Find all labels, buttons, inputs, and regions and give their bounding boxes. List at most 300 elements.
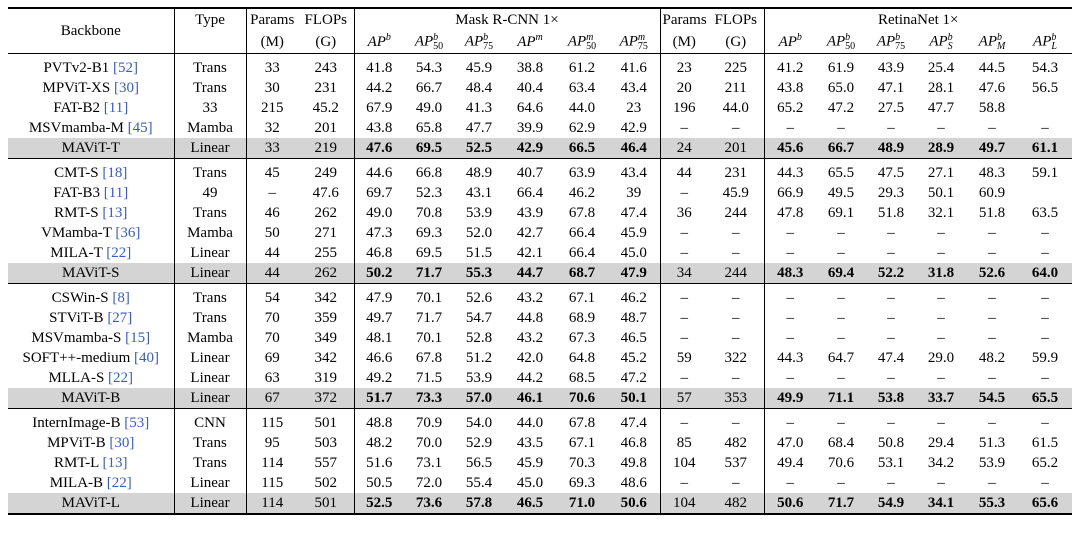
value-cell: 47.3 — [366, 225, 393, 241]
value-cell: 201 — [708, 138, 764, 159]
value-cell: 52.0 — [465, 225, 493, 241]
type-cell: Trans — [174, 78, 246, 98]
value-cell: – — [660, 409, 708, 434]
type-cell: Trans — [174, 453, 246, 473]
value-cell: 25.4 — [927, 60, 955, 76]
citation-link[interactable]: [52] — [113, 60, 139, 76]
value-cell: 53.9 — [978, 455, 1006, 471]
results-table — [8, 7, 1072, 515]
citation-link[interactable]: [30] — [109, 435, 135, 451]
value-cell: – — [786, 475, 794, 491]
value-cell: 36 — [676, 205, 692, 221]
citation-link[interactable]: [53] — [124, 415, 150, 431]
value-cell: 48.7 — [608, 308, 660, 328]
value-cell: 68.5 — [568, 370, 596, 386]
backbone-name — [8, 98, 174, 118]
type-cell: Linear — [174, 493, 246, 514]
table-row — [8, 183, 1072, 203]
value-cell: – — [764, 409, 816, 434]
value-cell: 29.3 — [877, 185, 905, 201]
value-cell: 61.2 — [568, 60, 596, 76]
backbone-name — [8, 284, 174, 309]
table-row — [8, 473, 1072, 493]
value-cell: 64.7 — [827, 350, 855, 366]
value-cell: 50.6 — [608, 493, 660, 514]
value-cell: – — [708, 243, 764, 263]
value-cell: 43.2 — [504, 284, 556, 309]
value-cell: 29.4 — [927, 435, 955, 451]
value-cell: 73.6 — [404, 493, 454, 514]
value-cell: 27.1 — [916, 159, 966, 184]
value-cell: 47.7 — [927, 100, 955, 116]
value-cell: 503 — [298, 433, 354, 453]
value-cell: 56.5 — [465, 455, 493, 471]
value-cell: – — [937, 475, 945, 491]
value-cell: 44.8 — [516, 310, 544, 326]
value-cell: 68.4 — [827, 435, 855, 451]
header-mask-rcnn: Mask R-CNN 1× — [354, 8, 660, 31]
value-cell: 41.8 — [366, 60, 393, 76]
value-cell: – — [708, 223, 764, 243]
value-cell: – — [708, 409, 764, 434]
value-cell: 66.9 — [777, 185, 804, 201]
value-cell: 47.0 — [777, 435, 804, 451]
value-cell: 48.2 — [978, 350, 1006, 366]
citation-link[interactable]: [27] — [107, 310, 133, 326]
header-ap-box-50: APb 50 — [404, 31, 454, 54]
type-cell: Linear — [174, 388, 246, 409]
value-cell: – — [680, 185, 688, 201]
value-cell: 47.6 — [354, 138, 404, 159]
value-cell: 44.7 — [504, 263, 556, 284]
value-cell: 67.1 — [568, 435, 596, 451]
citation-link[interactable]: [30] — [113, 80, 139, 96]
value-cell: 45.6 — [764, 138, 816, 159]
citation-link[interactable]: [13] — [102, 455, 128, 471]
type-cell: 49 — [174, 183, 246, 203]
backbone-label: CSWin-S — [51, 290, 109, 306]
value-cell: 44.3 — [764, 159, 816, 184]
value-cell: 43.9 — [516, 205, 544, 221]
value-cell: 51.2 — [465, 350, 493, 366]
value-cell: – — [837, 370, 845, 386]
backbone-name — [8, 78, 174, 98]
table-row — [8, 368, 1072, 388]
type-cell: Trans — [174, 159, 246, 184]
value-cell: 59.9 — [1031, 350, 1059, 366]
value-cell: – — [1041, 120, 1049, 136]
type-cell: Linear — [174, 368, 246, 388]
value-cell: 46.2 — [608, 284, 660, 309]
value-cell: – — [887, 310, 895, 326]
citation-link[interactable]: [36] — [115, 225, 141, 241]
backbone-label: SOFT++-medium — [22, 350, 131, 366]
header-backbone: Backbone — [8, 8, 174, 54]
value-cell: – — [680, 310, 688, 326]
value-cell: – — [680, 120, 688, 136]
value-cell: 48.3 — [764, 263, 816, 284]
value-cell: 359 — [298, 308, 354, 328]
value-cell: 65.0 — [827, 80, 855, 96]
value-cell: 50.5 — [366, 475, 393, 491]
value-cell: 73.1 — [415, 455, 443, 471]
backbone-label: MILA-T — [50, 245, 103, 261]
value-cell: 53.1 — [877, 455, 905, 471]
value-cell: 65.5 — [816, 159, 866, 184]
value-cell: 196 — [673, 100, 696, 116]
value-cell: 211 — [708, 78, 764, 98]
value-cell: 70 — [264, 330, 280, 346]
value-cell: 49.2 — [366, 370, 393, 386]
value-cell: – — [680, 245, 688, 261]
value-cell: 41.3 — [465, 100, 493, 116]
type-cell: Trans — [174, 203, 246, 223]
value-cell: 66.4 — [516, 185, 544, 201]
type-cell: Mamba — [174, 328, 246, 348]
backbone-name — [8, 203, 174, 223]
value-cell: 44 — [264, 245, 280, 261]
backbone-label: MLLA-S — [48, 370, 105, 386]
value-cell: 48.3 — [966, 159, 1018, 184]
value-cell: 50.6 — [764, 493, 816, 514]
value-cell: 501 — [298, 493, 354, 514]
value-cell: 48.4 — [465, 80, 493, 96]
table-row — [8, 223, 1072, 243]
backbone-label: FAT-B3 — [53, 185, 100, 201]
value-cell: 45.9 — [465, 60, 493, 76]
type-cell: CNN — [174, 409, 246, 434]
value-cell: 67.3 — [568, 330, 596, 346]
value-cell: – — [816, 409, 866, 434]
value-cell: 47.4 — [877, 350, 905, 366]
value-cell: – — [1041, 330, 1049, 346]
value-cell: – — [837, 475, 845, 491]
value-cell: 262 — [298, 263, 354, 284]
value-cell: 59.1 — [1018, 159, 1072, 184]
backbone-name — [8, 409, 174, 434]
value-cell: 262 — [298, 203, 354, 223]
backbone-name — [8, 223, 174, 243]
header-type-empty — [174, 31, 246, 54]
value-cell: 65.8 — [415, 120, 443, 136]
value-cell: 52.5 — [354, 493, 404, 514]
value-cell: – — [988, 245, 996, 261]
backbone-label: MAViT-T — [61, 140, 120, 156]
table-row — [8, 348, 1072, 368]
value-cell: 67.8 — [415, 350, 443, 366]
table-row — [8, 453, 1072, 473]
header-ap-mask: $AP^m$ — [504, 31, 556, 54]
value-cell: – — [887, 370, 895, 386]
value-cell: – — [887, 225, 895, 241]
value-cell: – — [708, 284, 764, 309]
value-cell: – — [988, 330, 996, 346]
backbone-name — [8, 493, 174, 514]
table-row — [8, 138, 1072, 159]
value-cell: 45.0 — [608, 243, 660, 263]
citation-link[interactable]: [45] — [127, 120, 153, 136]
citation-link[interactable]: [22] — [108, 370, 134, 386]
type-cell: Linear — [174, 138, 246, 159]
value-cell: 353 — [708, 388, 764, 409]
value-cell: 44.2 — [366, 80, 393, 96]
value-cell: 47.2 — [608, 368, 660, 388]
value-cell: 47.4 — [608, 409, 660, 434]
citation-link[interactable]: [15] — [125, 330, 151, 346]
value-cell: – — [988, 370, 996, 386]
value-cell: 52.2 — [866, 263, 916, 284]
value-cell: – — [887, 245, 895, 261]
value-cell: 47.1 — [877, 80, 905, 96]
backbone-label: MILA-B — [49, 475, 104, 491]
value-cell: 271 — [298, 223, 354, 243]
value-cell: 67 — [246, 388, 298, 409]
backbone-name — [8, 159, 174, 184]
value-cell: – — [988, 475, 996, 491]
value-cell: 20 — [676, 80, 692, 96]
value-cell: 34.2 — [927, 455, 955, 471]
value-cell: 47.9 — [354, 284, 404, 309]
value-cell: 48.9 — [866, 138, 916, 159]
value-cell: 40.4 — [516, 80, 544, 96]
header-flops-unit-retina: (G) — [708, 31, 764, 54]
value-cell: 39 — [608, 183, 660, 203]
value-cell: – — [786, 370, 794, 386]
header-row-1 — [8, 8, 1072, 31]
backbone-label: RMT-S — [54, 205, 99, 221]
citation-link[interactable]: [22] — [106, 475, 132, 491]
value-cell: 49.9 — [764, 388, 816, 409]
value-cell: – — [887, 330, 895, 346]
value-cell: 32.1 — [927, 205, 955, 221]
value-cell: 53.9 — [465, 370, 493, 386]
backbone-name — [8, 263, 174, 284]
value-cell: 66.4 — [568, 225, 596, 241]
value-cell: 115 — [246, 409, 298, 434]
value-cell: 30 — [264, 80, 280, 96]
value-cell: 69.3 — [568, 475, 596, 491]
citation-link[interactable]: [11] — [103, 100, 129, 116]
value-cell: – — [1041, 245, 1049, 261]
header-retina-ap-box-s: APb S — [916, 31, 966, 54]
value-cell: 46.5 — [608, 328, 660, 348]
value-cell: – — [937, 225, 945, 241]
value-cell: 114 — [246, 493, 298, 514]
value-cell: 215 — [261, 100, 284, 116]
value-cell: 201 — [298, 118, 354, 138]
value-cell: 70.6 — [556, 388, 608, 409]
citation-link[interactable]: [13] — [102, 205, 128, 221]
value-cell: – — [837, 225, 845, 241]
value-cell: – — [708, 308, 764, 328]
type-cell: Mamba — [174, 223, 246, 243]
value-cell: 342 — [298, 348, 354, 368]
results-body — [8, 54, 1072, 515]
value-cell: 59 — [676, 350, 692, 366]
value-cell: 255 — [298, 243, 354, 263]
value-cell: 372 — [298, 388, 354, 409]
header-params: Params — [246, 8, 298, 31]
value-cell: – — [1041, 310, 1049, 326]
header-retina-ap-box-m: APb M — [966, 31, 1018, 54]
header-retina-ap-box-l: APb L — [1018, 31, 1072, 54]
value-cell: 63.9 — [556, 159, 608, 184]
value-cell: 114 — [261, 455, 284, 471]
backbone-label: MAViT-L — [61, 495, 120, 511]
value-cell: 51.5 — [465, 245, 493, 261]
value-cell: 69.7 — [366, 185, 393, 201]
table-row — [8, 203, 1072, 223]
value-cell: 44 — [246, 263, 298, 284]
type-cell: Linear — [174, 348, 246, 368]
value-cell: 244 — [708, 203, 764, 223]
value-cell: 50.8 — [877, 435, 905, 451]
value-cell: 319 — [298, 368, 354, 388]
value-cell: 39.9 — [516, 120, 544, 136]
table-row — [8, 328, 1072, 348]
table-row — [8, 78, 1072, 98]
value-cell: 54.3 — [415, 60, 443, 76]
header-retina-ap-box: $AP^b$ — [764, 31, 816, 54]
value-cell: – — [1018, 284, 1072, 309]
value-cell: 34.1 — [916, 493, 966, 514]
value-cell: 85 — [676, 435, 692, 451]
table-row — [8, 284, 1072, 309]
citation-link[interactable]: [18] — [102, 165, 128, 181]
value-cell: 47.6 — [978, 80, 1006, 96]
value-cell: 48.8 — [354, 409, 404, 434]
type-cell: Linear — [174, 243, 246, 263]
value-cell: 67.9 — [366, 100, 393, 116]
value-cell: 66.8 — [404, 159, 454, 184]
table-row — [8, 263, 1072, 284]
value-cell: – — [786, 225, 794, 241]
value-cell: 69.5 — [404, 138, 454, 159]
header-ap-mask-50: APm 50 — [556, 31, 608, 54]
value-cell: 55.4 — [465, 475, 493, 491]
value-cell: 49.0 — [415, 100, 443, 116]
value-cell: 46.5 — [504, 493, 556, 514]
value-cell: 40.7 — [504, 159, 556, 184]
value-cell: 225 — [708, 54, 764, 79]
value-cell: 47.4 — [608, 203, 660, 223]
value-cell: 65.2 — [777, 100, 804, 116]
value-cell: 42.7 — [516, 225, 544, 241]
value-cell: – — [1041, 225, 1049, 241]
value-cell: – — [916, 409, 966, 434]
value-cell: 66.4 — [568, 245, 596, 261]
value-cell: 44.0 — [568, 100, 596, 116]
value-cell: – — [268, 185, 276, 201]
backbone-label: RMT-L — [54, 455, 99, 471]
value-cell: 50 — [264, 225, 280, 241]
backbone-name — [8, 138, 174, 159]
value-cell: 45.9 — [516, 455, 544, 471]
value-cell: 69.1 — [827, 205, 855, 221]
value-cell: – — [837, 310, 845, 326]
value-cell: 70.1 — [415, 330, 443, 346]
value-cell: 71.0 — [556, 493, 608, 514]
value-cell: – — [966, 284, 1018, 309]
value-cell: 67.1 — [556, 284, 608, 309]
value-cell: 48.9 — [454, 159, 504, 184]
value-cell: – — [816, 284, 866, 309]
value-cell: 65.5 — [1018, 388, 1072, 409]
value-cell: – — [708, 328, 764, 348]
backbone-label: MSVmamba-M — [28, 120, 124, 136]
value-cell: 38.8 — [516, 60, 544, 76]
value-cell — [1018, 183, 1072, 203]
value-cell: 342 — [298, 284, 354, 309]
value-cell: 52.6 — [966, 263, 1018, 284]
value-cell: 53.8 — [866, 388, 916, 409]
value-cell: 57.0 — [454, 388, 504, 409]
value-cell: 32 — [264, 120, 280, 136]
backbone-label: STViT-B — [49, 310, 104, 326]
value-cell: – — [937, 330, 945, 346]
value-cell: 49.5 — [827, 185, 855, 201]
value-cell: 44.0 — [708, 98, 764, 118]
value-cell: – — [1018, 409, 1072, 434]
table-row — [8, 409, 1072, 434]
value-cell: – — [708, 368, 764, 388]
value-cell: – — [680, 225, 688, 241]
value-cell: – — [937, 310, 945, 326]
value-cell: 73.3 — [404, 388, 454, 409]
value-cell: 47.8 — [777, 205, 804, 221]
header-flops-retina: FLOPs — [708, 8, 764, 31]
value-cell: 104 — [660, 493, 708, 514]
value-cell: 71.5 — [415, 370, 443, 386]
type-cell: Trans — [174, 433, 246, 453]
value-cell: 51.8 — [978, 205, 1006, 221]
value-cell: 48.6 — [608, 473, 660, 493]
backbone-label: VMamba-T — [41, 225, 112, 241]
value-cell: 71.1 — [816, 388, 866, 409]
value-cell: 115 — [261, 475, 284, 491]
value-cell: 66.5 — [556, 138, 608, 159]
citation-link[interactable]: [40] — [134, 350, 159, 366]
value-cell: 47.9 — [608, 263, 660, 284]
value-cell: 64.8 — [568, 350, 596, 366]
value-cell: 50.2 — [354, 263, 404, 284]
header-params-unit-retina: (M) — [660, 31, 708, 54]
value-cell: 64.6 — [516, 100, 544, 116]
value-cell: 62.9 — [568, 120, 596, 136]
value-cell: – — [866, 409, 916, 434]
value-cell: 61.1 — [1018, 138, 1072, 159]
citation-link[interactable]: [8] — [112, 290, 130, 306]
value-cell: 44 — [660, 159, 708, 184]
backbone-label: PVTv2-B1 — [43, 60, 110, 76]
type-cell: Trans — [174, 284, 246, 309]
value-cell: 44.5 — [978, 60, 1006, 76]
value-cell: – — [786, 245, 794, 261]
value-cell: 249 — [298, 159, 354, 184]
value-cell: 63.4 — [568, 80, 596, 96]
citation-link[interactable]: [22] — [106, 245, 132, 261]
value-cell: 65.6 — [1018, 493, 1072, 514]
value-cell: 482 — [708, 493, 764, 514]
value-cell: 46.6 — [366, 350, 393, 366]
backbone-name — [8, 453, 174, 473]
value-cell: 47.5 — [866, 159, 916, 184]
value-cell: 44.0 — [504, 409, 556, 434]
value-cell: – — [966, 409, 1018, 434]
value-cell: 70.0 — [415, 435, 443, 451]
value-cell: 31.8 — [916, 263, 966, 284]
citation-link[interactable]: [11] — [103, 185, 129, 201]
